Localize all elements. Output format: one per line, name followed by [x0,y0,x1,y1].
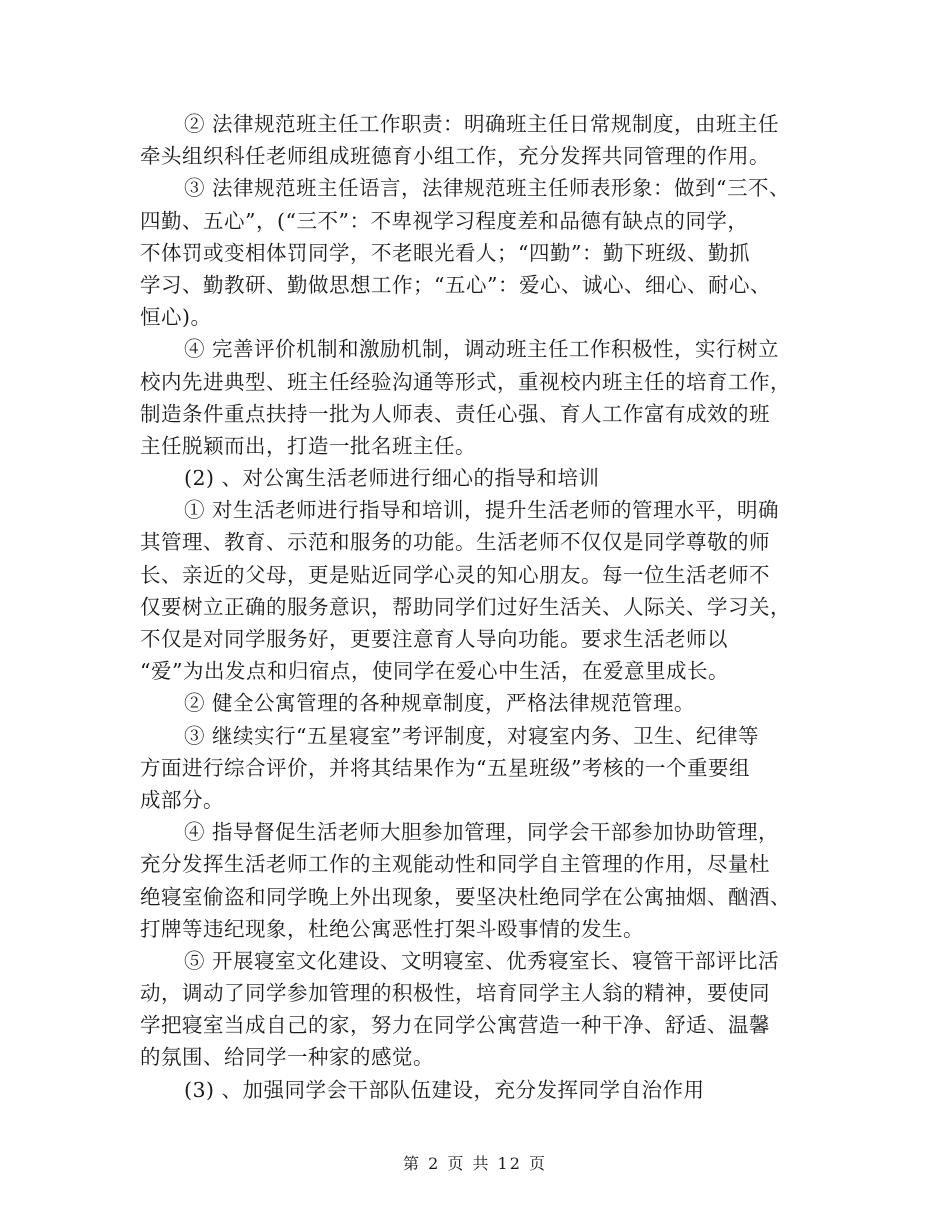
text-line: 其管理、教育、示范和服务的功能。生活老师不仅仅是同学尊敬的师 [140,530,770,555]
text-line: 长、亲近的父母，更是贴近同学心灵的知心朋友。每一位生活老师不 [140,562,770,587]
text-line: (2) 、对公寓生活老师进行细心的指导和培训 [184,466,600,491]
text-line: 牵头组织科任老师组成班德育小组工作，充分发挥共同管理的作用。 [140,144,770,169]
document-body [140,108,830,1106]
text-line: 充分发挥生活老师工作的主观能动性和同学自主管理的作用，尽量杜 [140,852,770,877]
text-line: 的氛围、给同学一种家的感觉。 [140,1045,434,1070]
page-number-footer: 第 2 页 共 12 页 [403,1154,547,1173]
text-line: 四勤、五心”，(“三不”：不卑视学习程度差和品德有缺点的同学， [140,208,749,233]
text-line: ④ 完善评价机制和激励机制，调动班主任工作积极性，实行树立 [184,337,780,362]
text-line: 方面进行综合评价，并将其结果作为“五星班级”考核的一个重要组 [140,755,750,780]
text-line: 学把寝室当成自己的家，努力在同学公寓营造一种干净、舒适、温馨 [140,1013,770,1038]
text-line: “爱”为出发点和归宿点，使同学在爱心中生活，在爱意里成长。 [140,659,729,684]
text-line: 仅要树立正确的服务意识，帮助同学们过好生活关、人际关、学习关， [140,594,791,619]
text-line: 制造条件重点扶持一批为人师表、责任心强、育人工作富有成效的班 [140,401,770,426]
text-line: ③ 继续实行“五星寝室”考评制度，对寝室内务、卫生、纪律等 [184,723,759,748]
text-line: 校内先进典型、班主任经验沟通等形式，重视校内班主任的培育工作， [140,369,791,394]
text-line: ① 对生活老师进行指导和培训，提升生活老师的管理水平，明确 [184,498,780,523]
text-line: 恒心)。 [140,305,212,330]
text-line: 不体罚或变相体罚同学，不老眼光看人；“四勤”：勤下班级、勤抓 [140,240,750,265]
text-line: 绝寝室偷盗和同学晚上外出现象，要坚决杜绝同学在公寓抽烟、酗酒、 [140,884,791,909]
text-line: 动，调动了同学参加管理的积极性，培育同学主人翁的精神，要使同 [140,981,770,1006]
text-line: (3) 、加强同学会干部队伍建设，充分发挥同学自治作用 [184,1077,705,1102]
text-line: ⑤ 开展寝室文化建设、文明寝室、优秀寝室长、寝管干部评比活 [184,948,780,973]
text-line: ④ 指导督促生活老师大胆参加管理，同学会干部参加协助管理， [184,820,780,845]
text-line: ② 健全公寓管理的各种规章制度，严格法律规范管理。 [184,691,696,716]
text-line: 打牌等违纪现象，杜绝公寓恶性打架斗殴事情的发生。 [140,916,644,941]
text-line: 不仅是对同学服务好，更要注意育人导向功能。要求生活老师以 [140,627,728,651]
text-line: ② 法律规范班主任工作职责：明确班主任日常规制度，由班主任 [184,112,780,136]
text-line: ③ 法律规范班主任语言，法律规范班主任师表形象：做到“三不、 [184,176,790,201]
text-line: 成部分。 [140,787,224,812]
text-line: 学习、勤教研、勤做思想工作；“五心”：爱心、诚心、细心、耐心、 [140,272,771,297]
text-line: 主任脱颖而出，打造一批名班主任。 [140,433,476,458]
